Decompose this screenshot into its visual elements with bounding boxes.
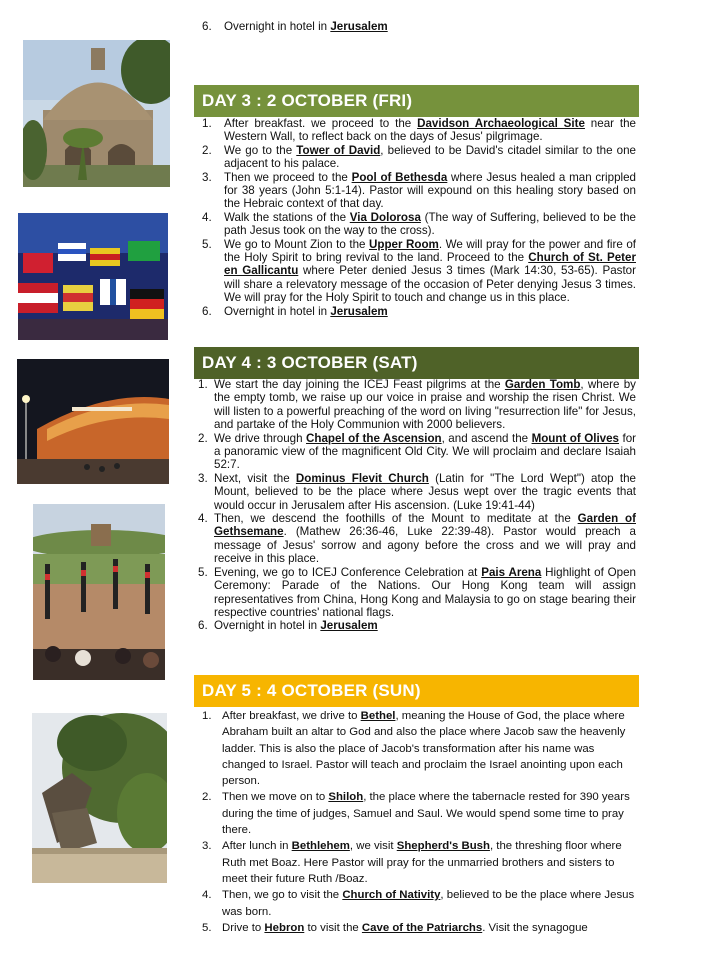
flags-photo xyxy=(18,213,168,340)
place-link[interactable]: Bethel xyxy=(360,710,396,722)
list-item: 3. After lunch in Bethlehem, we visit Shepherd's Bush, the threshing floor where Ruth met Boaz. Here Pastor will pray for the unmarried brothers and sisters to meet their future Ruth /Boaz. xyxy=(202,840,622,885)
place-link[interactable]: Garden Tomb xyxy=(504,378,581,391)
list-item: 6. Overnight in hotel in Jerusalem xyxy=(198,619,378,633)
place-link[interactable]: Hebron xyxy=(264,921,305,934)
list-item: 4. Then, we descend the foothills of the Mount to meditate at the Garden of Gethsemane. (Mathew 26:36-46, Luke 22:39-48). Pastor would preach a message of Jesus' sorrow and agony before the cross and we will pray and receive in this place. xyxy=(198,512,636,566)
list-item: 4. Then, we go to visit the Church of Nativity, believed to be the place where Jesus was born. xyxy=(202,889,635,918)
day4-list xyxy=(196,378,636,633)
list-item: 1. We start the day joining the ICEJ Feast pilgrims at the Garden Tomb, where by the empty tomb, we raise up our voice in praise and worship the risen Christ. We will listen to a powerful preaching of the word on living "resurrection life" for Jesus, and partake of the Holy Communion with 2000 believers. xyxy=(198,378,636,432)
list-item: 1. After breakfast. we proceed to the Davidson Archaeological Site near the Western Wall, to reflect back on the days of Jesus' pilgrimage. xyxy=(202,117,636,144)
day5-banner xyxy=(194,675,639,707)
garden-photo xyxy=(33,504,165,680)
tree-photo xyxy=(32,713,167,883)
list-item: 2. We go to the Tower of David, believed to be David's citadel similar to the one adjacent to his palace. xyxy=(202,143,636,171)
place-link[interactable]: Bethlehem xyxy=(291,840,350,853)
place-link[interactable]: Jerusalem xyxy=(330,20,388,33)
list-item: 6. Overnight in hotel in Jerusalem xyxy=(202,20,388,33)
place-link[interactable]: Jerusalem xyxy=(330,304,388,318)
list-item: 5. Evening, we go to ICEJ Conference Celebration at Pais Arena Highlight of Open Ceremony: Parade of the Nations. Our Hong Kong team will assign representatives from China, Hong Kong and Malaysia to go on stage bearing their respective countries' national flags. xyxy=(198,565,636,619)
day4-banner xyxy=(194,347,639,379)
place-link[interactable]: Davidson Archaeological Site xyxy=(417,117,585,130)
church-photo xyxy=(23,40,170,187)
place-link[interactable]: Cave of the Patriarchs xyxy=(361,921,483,934)
day3-list xyxy=(196,117,636,318)
arena-photo xyxy=(17,359,169,484)
day4-title: DAY 4 : 3 OCTOBER (SAT) xyxy=(202,353,418,372)
place-link[interactable]: Upper Room xyxy=(369,237,439,251)
place-link[interactable]: Shiloh xyxy=(328,791,364,804)
place-link[interactable]: Pais Arena xyxy=(481,565,542,579)
list-item: 5. Drive to Hebron to visit the Cave of the Patriarchs. Visit the synagogue xyxy=(202,921,588,934)
list-item: 1. After breakfast, we drive to Bethel, meaning the House of God, the place where Abraham built an altar to God and also the place where Jacob saw the heavenly ladder. This is also the place of Jacob's transformation after his name was changed to Israel. Pastor will teach and proclaim the Israel anointing upon each person. xyxy=(202,710,626,788)
day3-title: DAY 3 : 2 OCTOBER (FRI) xyxy=(202,91,413,110)
list-item: 2. Then we move on to Shiloh, the place where the tabernacle rested for 390 years during the time of judges, Samuel and Saul. We would spend some time to pray there. xyxy=(202,791,630,837)
list-item: 2. We drive through Chapel of the Ascension, and ascend the Mount of Olives for a panoramic view of the magnificent Old City. We will proclaim and declare Isaiah 52:7. xyxy=(198,431,637,472)
top-item xyxy=(196,20,636,33)
list-item: 5. We go to Mount Zion to the Upper Room. We will pray for the power and fire of the Holy Spirit to bring revival to the land. Proceed to the Church of St. Peter en Gallicantu where Peter denied Jesus 3 times (Mark 14:30, 53-65). Pastor will share a relevatory message of the occasion of Peter denying Jesus 3 times. We will pray for the Holy Spirit to touch and change us in this place. xyxy=(202,237,637,305)
day5-title: DAY 5 : 4 OCTOBER (SUN) xyxy=(202,681,421,700)
place-link[interactable]: Dominus Flevit Church xyxy=(295,471,429,485)
place-link[interactable]: Church of Nativity xyxy=(342,889,441,902)
place-link[interactable]: Garden of Gethsemane xyxy=(214,512,636,539)
day3-banner xyxy=(194,85,639,117)
place-link[interactable]: Jerusalem xyxy=(320,619,378,633)
place-link[interactable]: Chapel of the Ascension xyxy=(306,431,442,445)
place-link[interactable]: Tower of David xyxy=(296,143,381,157)
list-item: 3. Then we proceed to the Pool of Bethesda where Jesus healed a man crippled for 38 years (John 5:1-14). Pastor will expound on this healing story based on the Hebraic context of that day. xyxy=(202,170,636,211)
list-item: 3. Next, visit the Dominus Flevit Church (Latin for "The Lord Wept") atop the Mount, believed to be the place where Jesus wept over the tragic events that would occur in Jerusalem after His ascension. (Luke 19:41-44) xyxy=(198,471,636,512)
list-item: 4. Walk the stations of the Via Dolorosa (The way of Suffering, believed to be the path Jesus took on the way to the cross). xyxy=(202,210,636,238)
place-link[interactable]: Pool of Bethesda xyxy=(351,170,448,184)
place-link[interactable]: Mount of Olives xyxy=(531,431,620,445)
place-link[interactable]: Church of St. Peter en Gallicantu xyxy=(224,251,636,278)
list-item: 6. Overnight in hotel in Jerusalem xyxy=(202,304,388,318)
day5-list xyxy=(196,708,636,936)
place-link[interactable]: Shepherd's Bush xyxy=(396,840,490,853)
place-link[interactable]: Via Dolorosa xyxy=(349,210,421,224)
